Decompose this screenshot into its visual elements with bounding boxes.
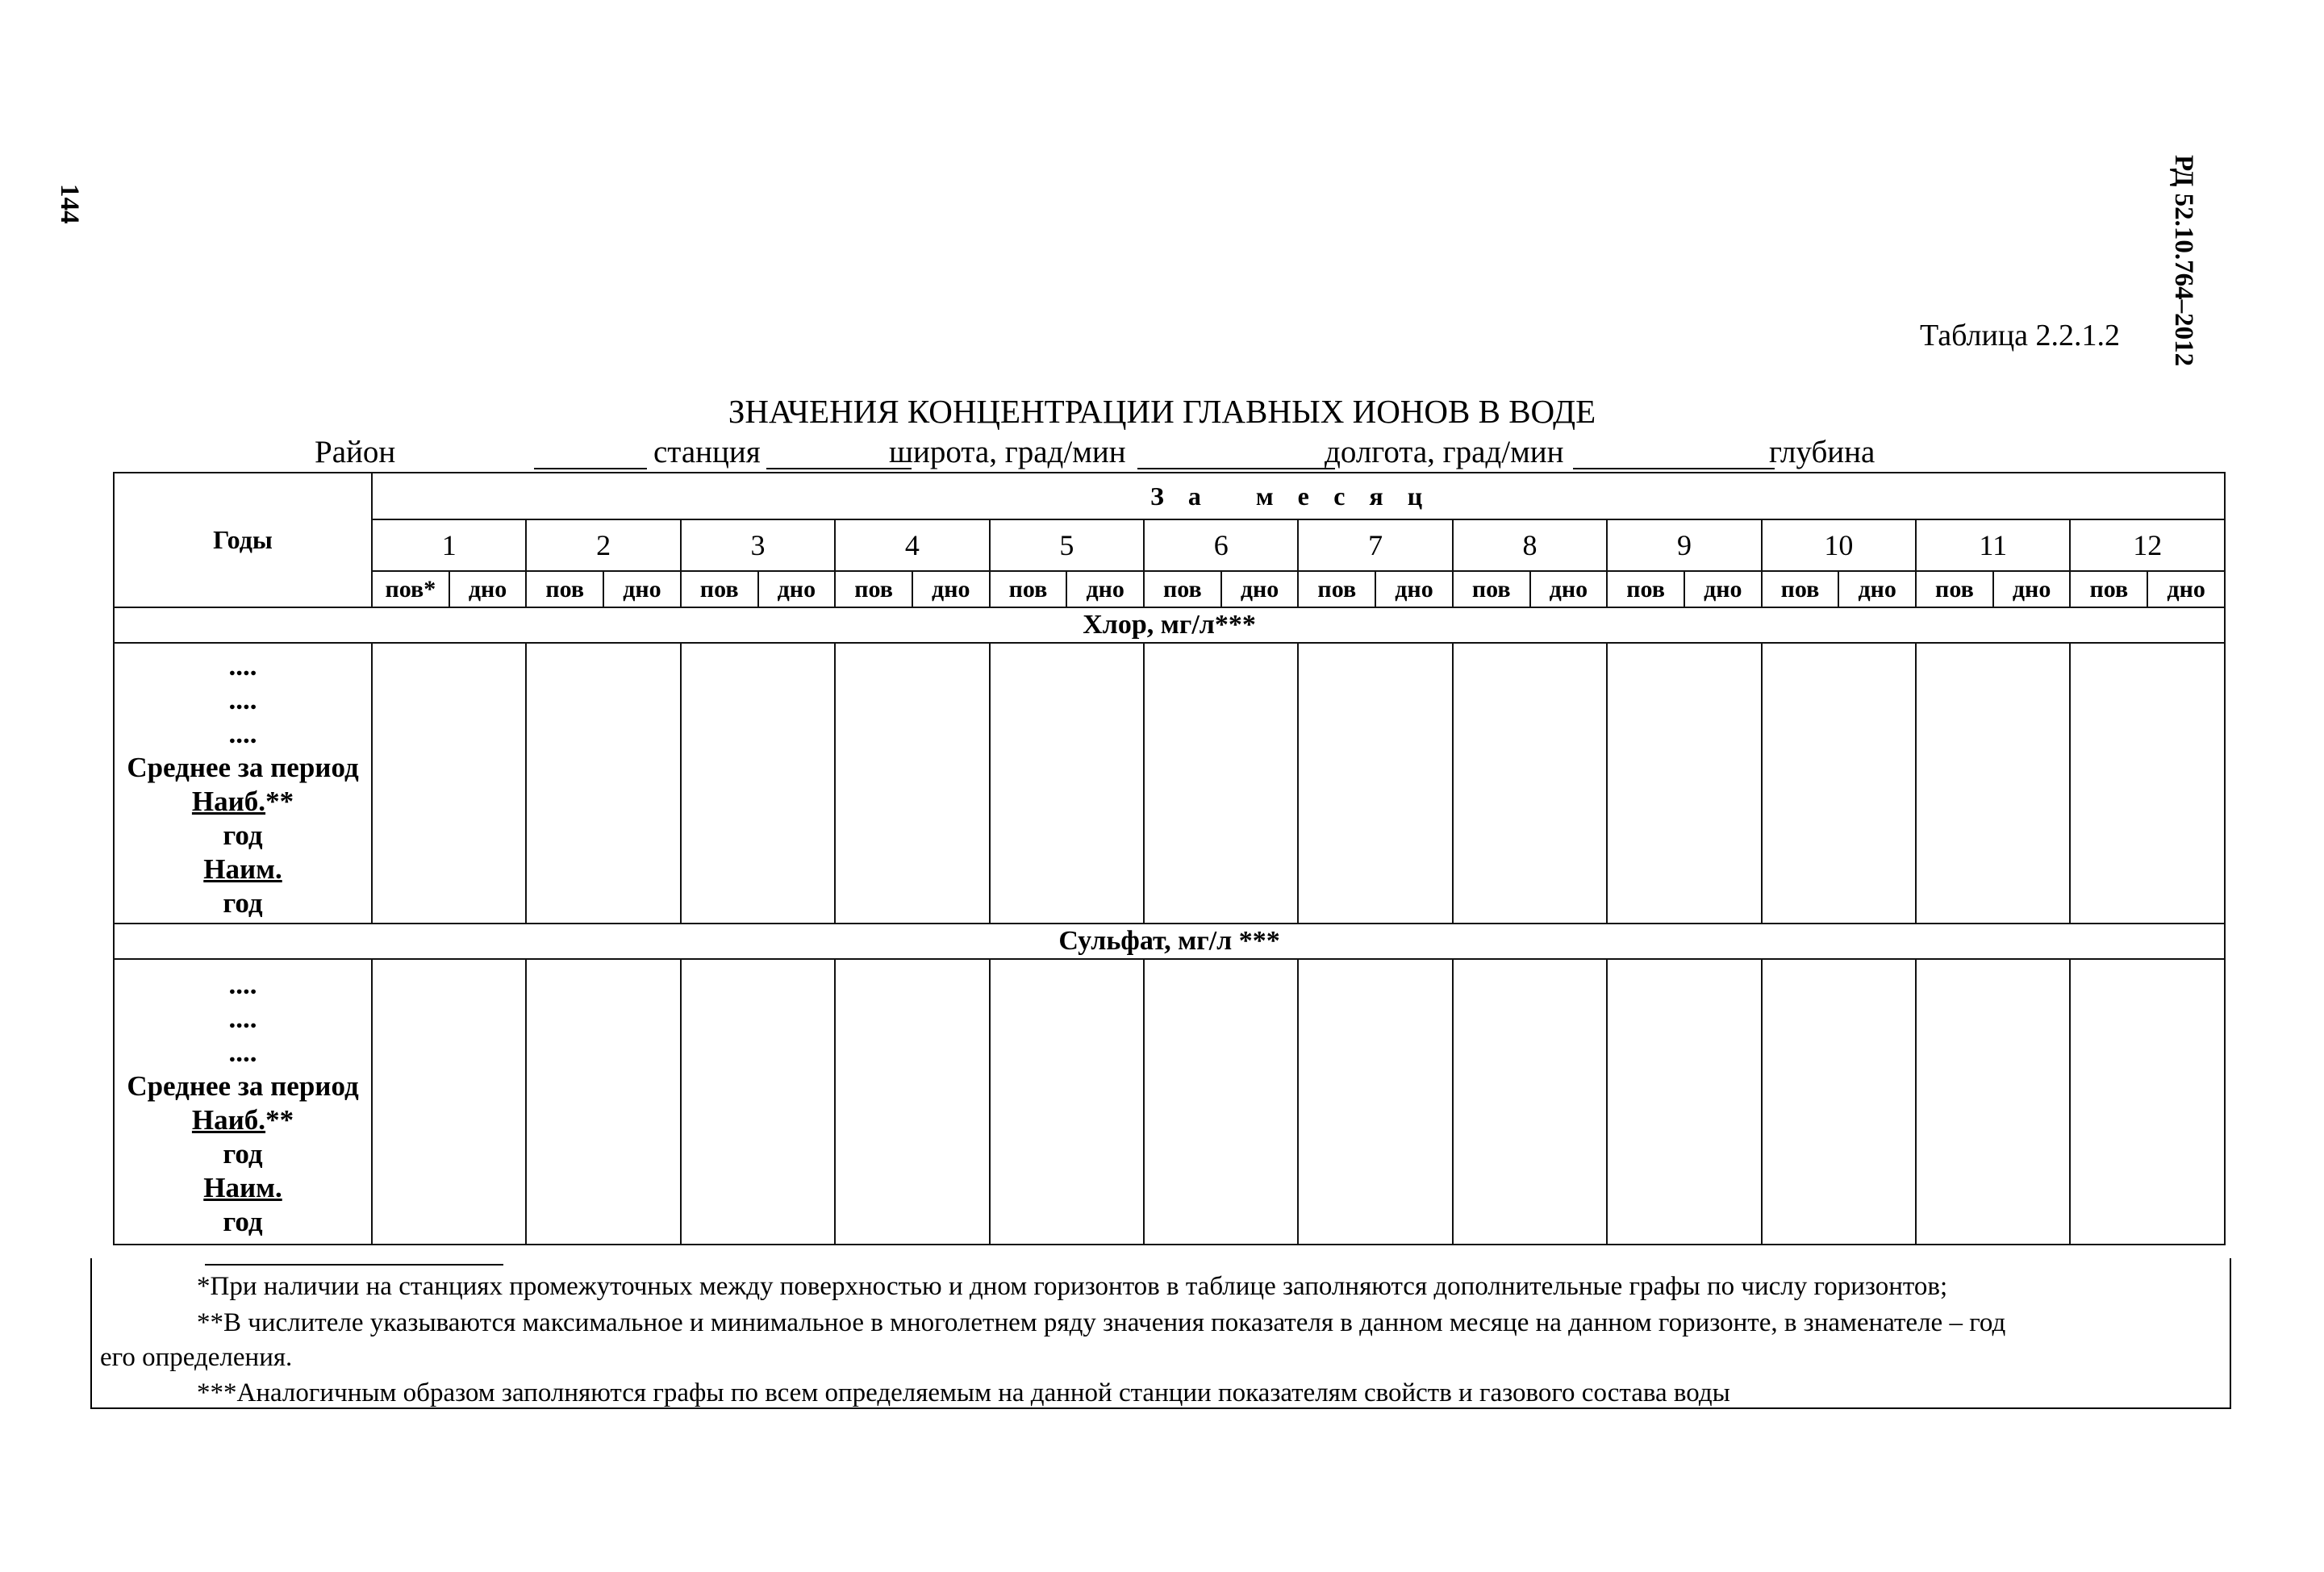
dots-row: .... xyxy=(228,1003,257,1034)
footnote-rule xyxy=(205,1264,503,1266)
data-cell-month-5 xyxy=(990,959,1144,1245)
surface-header: пов* xyxy=(372,571,449,607)
year-label: год xyxy=(223,1206,263,1237)
footnote-1: *При наличии на станциях промежуточных между поверхностью и дном горизонтов в таблице заполняются дополнительные графы по числу горизонтов; xyxy=(197,1272,1948,1301)
data-cell-month-7 xyxy=(1298,643,1452,924)
data-cell-month-10 xyxy=(1762,959,1916,1245)
min-label: Наим. xyxy=(203,1172,282,1203)
row-labels xyxy=(114,959,372,1245)
footnotes xyxy=(90,1258,2231,1409)
table-title: ЗНАЧЕНИЯ КОНЦЕНТРАЦИИ ГЛАВНЫХ ИОНОВ В ВОДЕ xyxy=(728,393,1596,430)
surface-header: пов xyxy=(990,571,1067,607)
month-4-header: 4 xyxy=(835,519,989,571)
dots-row: .... xyxy=(228,684,257,715)
month-2-header: 2 xyxy=(526,519,680,571)
data-cell-month-1 xyxy=(372,643,526,924)
surface-header: пов xyxy=(1916,571,1993,607)
latitude-label: широта, град/мин xyxy=(889,435,1126,469)
data-cell-month-4 xyxy=(835,643,989,924)
bottom-header: дно xyxy=(449,571,527,607)
month-11-header: 11 xyxy=(1916,519,2070,571)
bottom-header: дно xyxy=(603,571,681,607)
surface-header: пов xyxy=(1607,571,1684,607)
longitude-label: долгота, град/мин xyxy=(1325,435,1564,469)
bottom-header: дно xyxy=(912,571,990,607)
max-row xyxy=(115,785,371,819)
data-cell-month-8 xyxy=(1453,643,1607,924)
row-labels xyxy=(114,643,372,924)
surface-header: пов xyxy=(1762,571,1839,607)
surface-header: пов xyxy=(1144,571,1221,607)
data-cell-month-3 xyxy=(681,643,835,924)
data-cell-month-6 xyxy=(1144,959,1298,1245)
year-label: год xyxy=(223,887,263,919)
data-cell-month-2 xyxy=(526,959,680,1245)
data-cell-month-5 xyxy=(990,643,1144,924)
bottom-header: дно xyxy=(1530,571,1608,607)
data-cell-month-12 xyxy=(2070,643,2225,924)
month-7-header: 7 xyxy=(1298,519,1452,571)
data-cell-month-1 xyxy=(372,959,526,1245)
data-cell-month-8 xyxy=(1453,959,1607,1245)
bottom-header: дно xyxy=(1993,571,2071,607)
max-star: ** xyxy=(265,786,294,817)
section-title: Хлор, мг/л*** xyxy=(114,607,2225,643)
data-cell-month-4 xyxy=(835,959,989,1245)
month-10-header: 10 xyxy=(1762,519,1916,571)
station-label: станция xyxy=(653,435,761,469)
bottom-header: дно xyxy=(1066,571,1144,607)
bottom-header: дно xyxy=(758,571,836,607)
bottom-header: дно xyxy=(1684,571,1762,607)
data-cell-month-6 xyxy=(1144,643,1298,924)
data-cell-month-3 xyxy=(681,959,835,1245)
section-title: Сульфат, мг/л *** xyxy=(114,924,2225,959)
data-cell-month-11 xyxy=(1916,643,2070,924)
data-cell-month-12 xyxy=(2070,959,2225,1245)
surface-header: пов xyxy=(681,571,758,607)
ion-concentration-table xyxy=(113,472,2226,1245)
dots-row: .... xyxy=(228,1036,257,1068)
table-number: Таблица 2.2.1.2 xyxy=(1920,319,2121,352)
max-star: ** xyxy=(265,1104,294,1136)
data-cell-month-7 xyxy=(1298,959,1452,1245)
year-label: год xyxy=(223,1138,263,1170)
surface-header: пов xyxy=(1298,571,1375,607)
data-cell-month-10 xyxy=(1762,643,1916,924)
data-cell-month-9 xyxy=(1607,959,1761,1245)
max-row xyxy=(115,1103,371,1137)
bottom-header: дно xyxy=(1838,571,1916,607)
surface-header: пов xyxy=(526,571,603,607)
dots-row: .... xyxy=(228,650,257,682)
page-number: 144 xyxy=(55,184,84,224)
month-12-header: 12 xyxy=(2070,519,2225,571)
data-cell-month-9 xyxy=(1607,643,1761,924)
average-label: Среднее за период xyxy=(127,752,359,783)
max-label: Наиб. xyxy=(191,786,266,817)
data-cell-month-11 xyxy=(1916,959,2070,1245)
district-blank xyxy=(534,468,647,469)
month-6-header: 6 xyxy=(1144,519,1298,571)
year-label: год xyxy=(223,819,263,851)
month-3-header: 3 xyxy=(681,519,835,571)
depth-label: глубина xyxy=(1769,435,1875,469)
month-8-header: 8 xyxy=(1453,519,1607,571)
max-label: Наиб. xyxy=(191,1104,266,1136)
month-5-header: 5 xyxy=(990,519,1144,571)
bottom-header: дно xyxy=(1375,571,1453,607)
footnote-3: ***Аналогичным образом заполняются графы по всем определяемым на данной станции показателям свойств и газового состава воды xyxy=(197,1378,1730,1407)
longitude-blank xyxy=(1573,468,1775,469)
data-cell-month-2 xyxy=(526,643,680,924)
surface-header: пов xyxy=(835,571,912,607)
min-label: Наим. xyxy=(203,853,282,885)
footnote-2-continued: его определения. xyxy=(100,1343,293,1372)
bottom-header: дно xyxy=(2147,571,2225,607)
dots-row: .... xyxy=(228,969,257,1000)
bottom-header: дно xyxy=(1221,571,1299,607)
station-meta-line xyxy=(315,434,2009,474)
district-label: Район xyxy=(315,435,396,469)
latitude-blank xyxy=(1137,468,1335,469)
average-label: Среднее за период xyxy=(127,1070,359,1102)
surface-header: пов xyxy=(1453,571,1530,607)
month-1-header: 1 xyxy=(372,519,526,571)
years-header: Годы xyxy=(114,473,372,607)
month-header: За месяц xyxy=(372,473,2225,519)
month-9-header: 9 xyxy=(1607,519,1761,571)
surface-header: пов xyxy=(2070,571,2147,607)
footnote-2: **В числителе указываются максимальное и минимальное в многолетнем ряду значения показателя в данном месяце на данном горизонте, в знаменателе – год xyxy=(197,1308,2006,1337)
dots-row: .... xyxy=(228,718,257,749)
document-code: РД 52.10.764–2012 xyxy=(2169,155,2198,367)
